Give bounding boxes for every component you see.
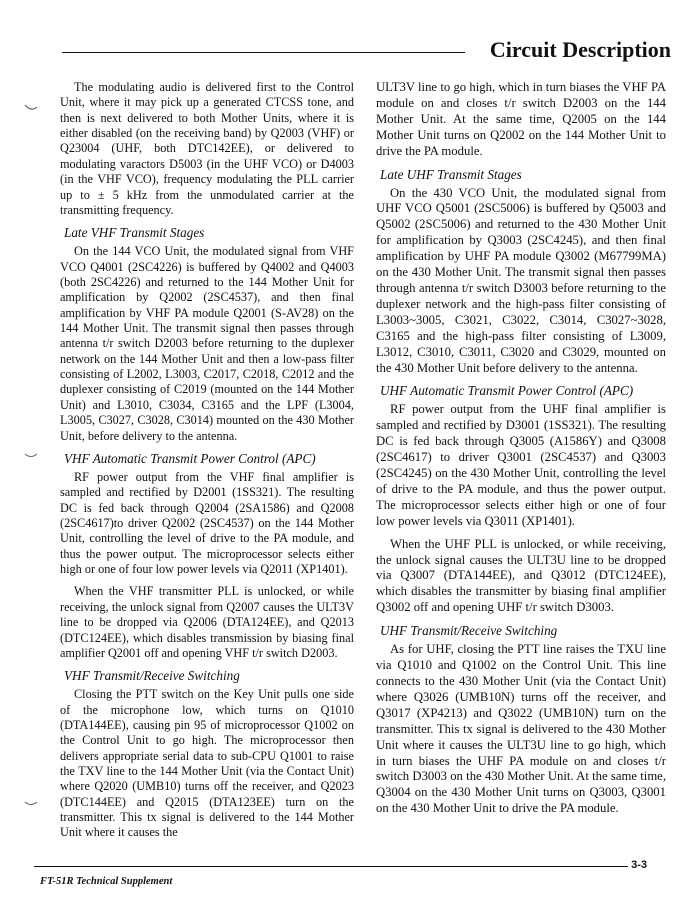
section-heading: Late VHF Transmit Stages	[64, 225, 205, 241]
body-paragraph: RF power output from the UHF final amplifier is sampled and rectified by D3001 (1SS321). The resulting DC is fed back through Q3005 (A1586Y) and Q3008 (2SC4617) to driver Q3001 (2SC4537) and Q3003 (2SC4245) on the 430 Mother Unit, controlling the level of drive to the PA module, and thus the power output. The microprocessor selects either high or one of four low power levels via Q3011 (XP1401).	[376, 402, 666, 528]
section-heading: UHF Automatic Transmit Power Control (APC)	[380, 383, 634, 399]
footer-rule	[34, 866, 643, 867]
body-paragraph: As for UHF, closing the PTT line raises the TXU line via Q1010 and Q1002 on the Control Unit. This line connects to the 430 Mother Unit (via the Contact Unit) where Q3026 (UMB10N) turns off the receiver, and Q3017 (XP4213) and Q3022 (UMB10N) turn on the transmitter. This tx signal is delivered to the 430 Mother Unit where it causes the ULT3U line to go high, which in turn biases the UHF PA module on and closes t/r switch D3003 on the 430 Mother Unit. At the same time, Q3004 on the 430 Mother Unit turns on Q3003, Q3001 on the 430 Mother Unit to drive the PA module.	[376, 642, 666, 816]
section-heading: VHF Automatic Transmit Power Control (APC)	[64, 450, 316, 466]
section-heading: VHF Transmit/Receive Switching	[64, 668, 240, 684]
body-paragraph: The modulating audio is delivered first to the Control Unit, where it may pick up a generated CTCSS tone, and then is next delivered to both Mother Units, where it is either disabled (on the receiving band) by Q2003 (VHF) or Q23004 (UHF, both DTC142EE), or delivered to modulating varactors D5003 (in the UHF VCO) or D4003 (in the VHF VCO), frequency modulating the PLL carrier up to ± 5 kHz from the unmodulated carrier at the transmitting frequency.	[60, 80, 354, 217]
header-rule	[62, 52, 465, 53]
body-paragraph: When the UHF PLL is unlocked, or while receiving, the unlock signal causes the ULT3U line to be dropped via Q3007 (DTA144EE), and Q3012 (DTC124EE), which disables the transmitter by biasing final amplifier Q3002 off and opening UHF t/r switch D3003.	[376, 536, 666, 615]
body-paragraph: When the VHF transmitter PLL is unlocked, or while receiving, the unlock signal from Q2007 causes the ULT3V line to be dropped via Q2006 (DTA124EE), and Q2013 (DTC124EE), which disables transmission by biasing final amplifier Q2001 off and opening VHF t/r switch D2003.	[60, 584, 354, 660]
body-paragraph: On the 144 VCO Unit, the modulated signal from VHF VCO Q4001 (2SC4226) is buffered by Q4002 and Q4003 (both 2SC4226) and returned to the 144 Mother Unit for amplification by Q2002 (2SC4537), and then final amplification by VHF PA module Q2001 (S-AV28) on the 144 Mother Unit. The transmit signal then passes through antenna t/r switch D2003 before returning to the duplexer network on the 144 Mother Unit and then a low-pass filter consisting of L2002, L3003, C2017, C2018, C2012 and the duplexer consisting of C2019 (mounted on the 144 Mother Unit) and L3010, C3034, C3165 and the LPF (L3004, L3005, C3027, C3028, C3014) mounted on the 430 Mother Unit, before delivery to the antenna.	[60, 244, 354, 443]
left-column	[60, 80, 354, 848]
body-paragraph: ULT3V line to go high, which in turn biases the VHF PA module on and closes t/r switch D2003 on the 144 Mother Unit. At the same time, Q2005 on the 144 Mother Unit turns on Q2002 on the 144 Mother Unit to drive the PA module.	[376, 80, 666, 158]
page-number: 3-3	[628, 859, 647, 871]
margin-mark-icon	[24, 452, 38, 460]
right-column	[376, 80, 666, 824]
body-paragraph: Closing the PTT switch on the Key Unit pulls one side of the microphone low, which turns on Q1010 (DTA144EE), causing pin 95 of microprocessor Q1002 on the Control Unit to go high. The microprocessor then delivers appropriate serial data to sub-CPU Q1001 to raise the TXV line to the 144 Mother Unit (via the Contact Unit) where Q2020 (UMB10) turns off the receiver, and Q2023 (DTC144EE) and Q2015 (DTA123EE) turn on the transmitter. This tx signal is delivered to the 144 Mother Unit where it causes the	[60, 687, 354, 840]
body-paragraph: On the 430 VCO Unit, the modulated signal from UHF VCO Q5001 (2SC5006) is buffered by Q5003 and Q5002 (2SC5006) and returned to the 430 Mother Unit for amplification by Q3003 (2SC4245), and then final amplification by UHF PA module Q3002 (M67799MA) on the 430 Mother Unit. The transmit signal then passes through antenna t/r switch D3003 before returning to the duplexer network and the high-pass filter consisting of L3003~3005, C3021, C3022, C3014, C3027~3028, C3165 and the high-pass filter consisting of L3009, L3012, C3010, C3011, C3020 and C3029, mounted on the 430 Mother Unit before delivery to the antenna.	[376, 185, 666, 375]
page-title: Circuit Description	[489, 37, 671, 62]
margin-mark-icon	[24, 800, 38, 808]
section-heading: UHF Transmit/Receive Switching	[380, 623, 558, 639]
body-paragraph: RF power output from the VHF final amplifier is sampled and rectified by D2001 (1SS321). The resulting DC is fed back through Q2004 (2SA1586) and Q2008 (2SC4617)to driver Q2002 (2SC4537) on the 144 Mother Unit, controlling the level of drive to the PA module, and thus the power output. The microprocessor selects either high or one of four low power levels via Q2011 (XP1401).	[60, 469, 354, 577]
page-header	[62, 36, 671, 64]
footer-label: FT-51R Technical Supplement	[40, 876, 173, 887]
margin-mark-icon	[24, 104, 38, 112]
section-heading: Late UHF Transmit Stages	[380, 166, 522, 182]
